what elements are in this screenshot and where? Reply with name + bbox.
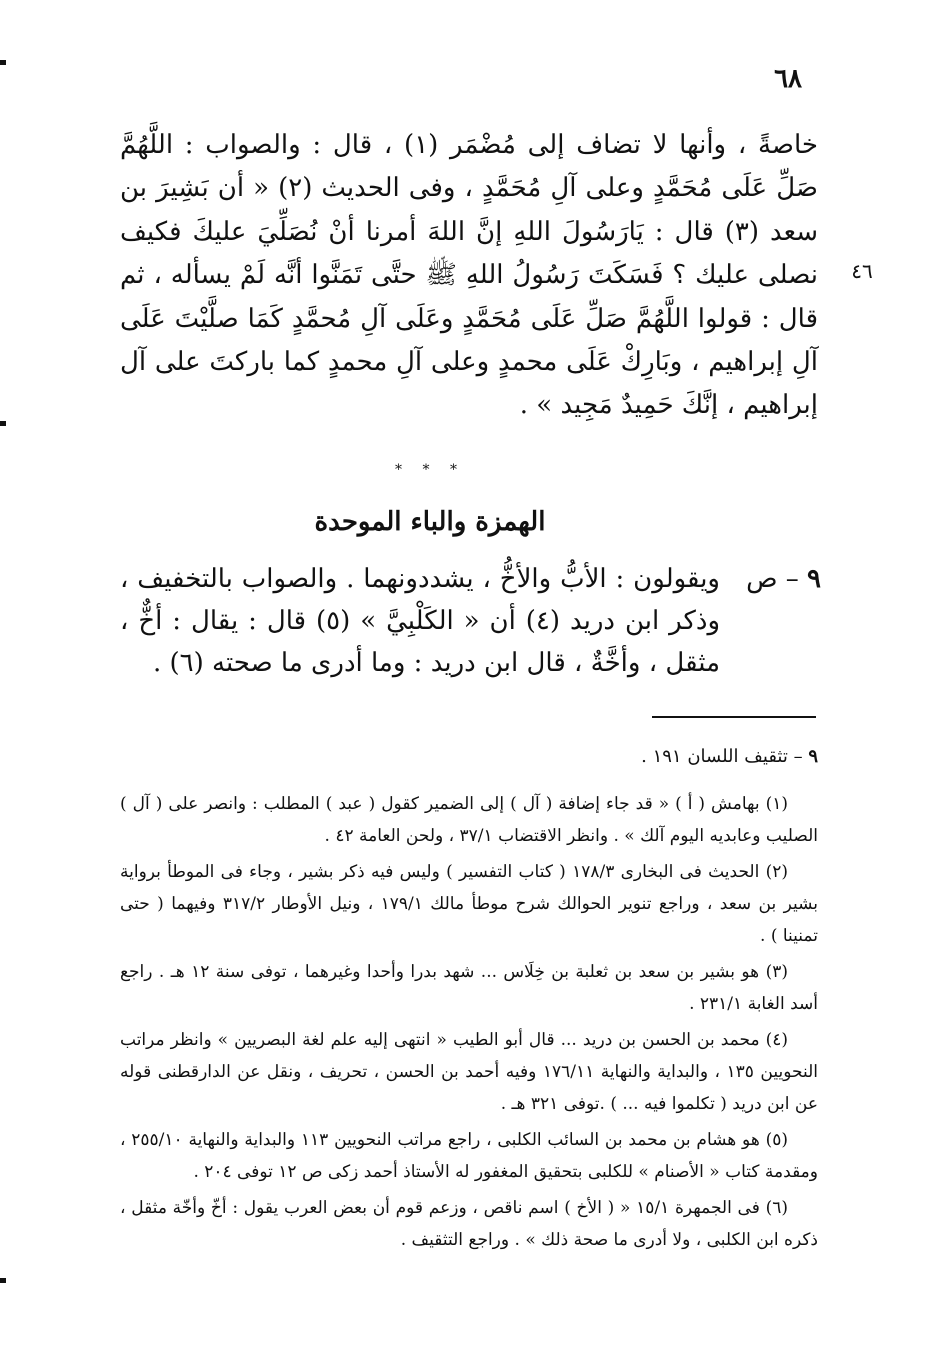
- footnote: (٣) هو بشير بن سعد بن ثعلبة بن خِلَاس ... شهد بدرا وأحدا وغيرهما ، توفى سنة ١٢ هـ . راجع أسد الغابة ٢٣١/١ .: [120, 962, 818, 1014]
- footnotes-list: [120, 788, 818, 1260]
- entry-paragraph: ويقولون : الأبُّ والأخُّ ، يشددونهما . والصواب بالتخفيف ، وذكر ابن دريد (٤) أن « الكَلْبِيَّ » (٥) قال : يقال : أخٌّ ، مثقل ، وأخَّةٌ ، قال ابن دريد : وما أدرى ما صحته (٦) .: [120, 564, 720, 678]
- entry-label: [735, 558, 821, 600]
- entry-number: ٩: [807, 564, 821, 594]
- source-number: ٩: [808, 746, 818, 767]
- footnote: (١) بهامش ( أ ) « قد جاء إضافة ( آل ) إلى الضمير كقول ( عبد ) المطلب : وانصر على ( آل ) الصليب وعابديه اليوم آلك » . وانظر الاقتضاب ٣٧/١ ، ولحن العامة ٤٢ .: [120, 794, 818, 846]
- footnote: (٦) فى الجمهرة ١٥/١ « ( الأخ ) اسم ناقص ، وزعم قوم أن بعض العرب يقول : أخّ وأخّة مثقل ، ذكره ابن الكلبى ، ولا أدرى ما صحة ذلك » . وراجع التثقيف .: [120, 1198, 818, 1250]
- source-text: – تثقيف اللسان ١٩١ .: [641, 746, 803, 767]
- page-number: ٦٨: [774, 64, 802, 94]
- main-paragraph: خاصةً ، وأنها لا تضاف إلى مُضْمَر (١) ، قال : والصواب : اللَّهُمَّ صَلِّ عَلَى مُحَمَّدٍ وعلى آلِ مُحَمَّدٍ ، وفى الحديث (٢) « أن بَشِيرَ بن سعد (٣) قال : يَارَسُولَ اللهِ إنَّ اللهَ أمرنا أنْ نُصَلِّيَ عليكَ فكيف نصلى عليك ؟ فَسَكَتَ رَسُولُ اللهِ ﷺ حتَّى تَمَنَّوا أنَّه لَمْ يسأله ، ثم قال : قولوا اللَّهُمَّ صَلِّ عَلَى مُحَمَّدٍ وعَلَى آلِ مُحمَّدٍ كَمَا صلَّيْتَ عَلَى آلِ إبراهيم ، وبَارِكْ عَلَى محمدٍ وعلى آلِ محمدٍ كما باركتَ على آل إبراهيم ، إنَّكَ حَمِيدٌ مَجِيد » .: [120, 130, 819, 421]
- footnote: (٢) الحديث فى البخارى ١٧٨/٣ ( كتاب التفسير ) وليس فيه ذكر بشير ، وجاء فى الموطأ برواية بشير بن سعد ، وراجع تنوير الحوالك شرح موطأ مالك ١٧٩/١ ، ونيل الأوطار ٣١٧/٢ وفيهما ( حتى تمنينا ) .: [120, 862, 818, 946]
- footnote-divider: [652, 716, 816, 718]
- scan-edge-mark: [0, 1278, 6, 1283]
- entry-letter: ص: [746, 564, 778, 594]
- footnote: (٤) محمد بن الحسن بن دريد ... قال أبو الطيب « انتهى إليه علم لغة البصريين » وانظر مراتب النحويين ١٣٥ ، والبداية والنهاية ١٧٦/١١ وفيه أحمد بن الحسن ، تحريف ، ونقل عن الدارقطنى قوله عن ابن دريد ( تكلموا فيه ... ) .توفى ٣٢١ هـ .: [120, 1030, 818, 1114]
- margin-reference-number: ٤٦: [851, 259, 873, 283]
- scan-edge-mark: [0, 60, 6, 65]
- scan-edge-mark: [0, 421, 6, 426]
- section-heading: الهمزة والباء الموحدة: [314, 507, 546, 537]
- source-reference: [300, 744, 818, 770]
- section-separator: * * *: [395, 462, 465, 478]
- footnote: (٥) هو هشام بن محمد بن السائب الكلبى ، راجع مراتب النحويين ١١٣ والبداية والنهاية ٢٥٥/١٠ ، ومقدمة كتاب « الأصنام » للكلبى بتحقيق المغفور له الأستاذ أحمد زكى ص ١٢ توفى ٢٠٤ .: [120, 1130, 818, 1182]
- entry-dash: –: [785, 564, 799, 594]
